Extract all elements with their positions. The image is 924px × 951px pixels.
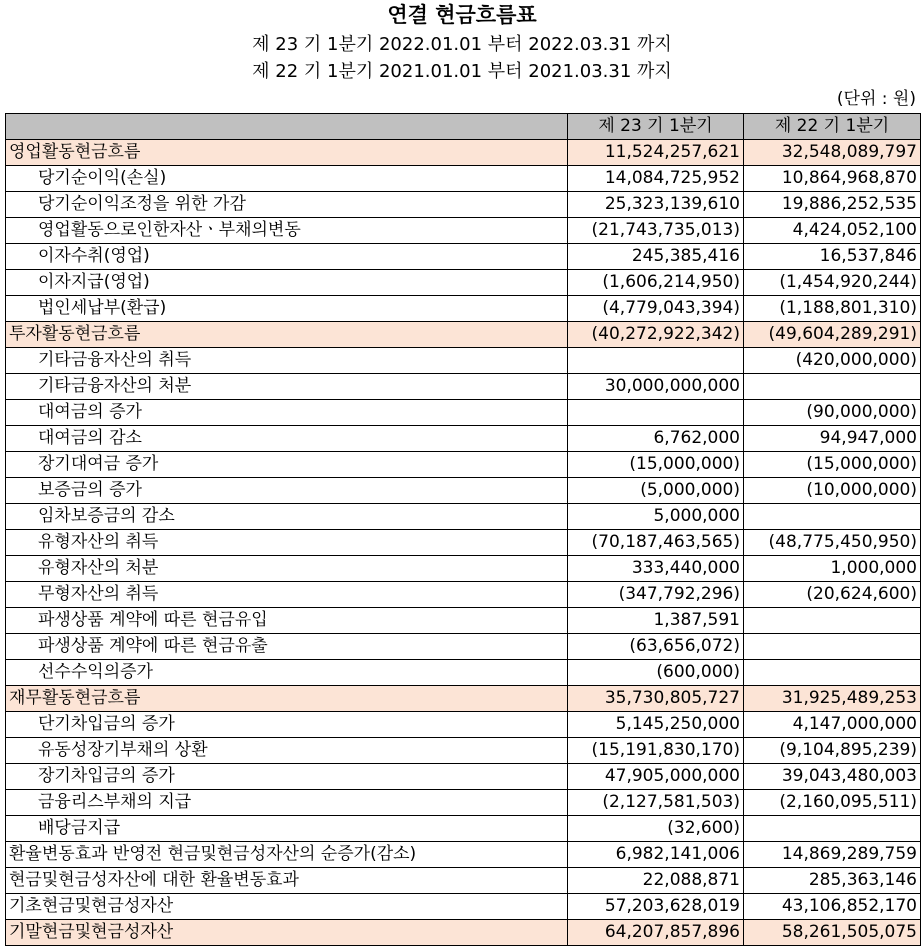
prior-period-value: 58,261,505,075 (744, 920, 921, 946)
table-row (6, 426, 921, 452)
current-period-value: (32,600) (568, 816, 744, 842)
row-label: 투자활동현금흐름 (6, 322, 568, 348)
table-row (6, 296, 921, 322)
row-label: 유동성장기부채의 상환 (6, 738, 568, 764)
unit-label: (단위 : 원) (836, 89, 916, 109)
current-period-value: 35,730,805,727 (568, 686, 744, 712)
current-period-value: (347,792,296) (568, 582, 744, 608)
current-period-value: 5,145,250,000 (568, 712, 744, 738)
current-period-value: 47,905,000,000 (568, 764, 744, 790)
prior-period-value: (48,775,450,950) (744, 530, 921, 556)
current-period-value: 25,323,139,610 (568, 192, 744, 218)
statement-title: 연결 현금흐름표 (387, 3, 537, 27)
table-row (6, 894, 921, 920)
row-label: 보증금의 증가 (6, 478, 568, 504)
current-period-value: (15,191,830,170) (568, 738, 744, 764)
prior-period-value: 32,548,089,797 (744, 140, 921, 166)
prior-period-value (744, 608, 921, 634)
table-row (6, 374, 921, 400)
section-total-row (6, 686, 921, 712)
row-label: 기말현금및현금성자산 (6, 920, 568, 946)
prior-period-value (744, 660, 921, 686)
row-label: 파생상품 계약에 따른 현금유출 (6, 634, 568, 660)
prior-period-value (744, 504, 921, 530)
row-label: 임차보증금의 감소 (6, 504, 568, 530)
prior-period-value: 31,925,489,253 (744, 686, 921, 712)
table-row (6, 816, 921, 842)
current-period-value: 30,000,000,000 (568, 374, 744, 400)
period-line-current: 제 23 기 1분기 2022.01.01 부터 2022.03.31 까지 (252, 34, 672, 55)
prior-period-value: 94,947,000 (744, 426, 921, 452)
table-row (6, 556, 921, 582)
header-label-cell (6, 114, 568, 140)
current-period-value: 245,385,416 (568, 244, 744, 270)
period-line-prior: 제 22 기 1분기 2021.01.01 부터 2021.03.31 까지 (252, 61, 672, 82)
prior-period-value: 16,537,846 (744, 244, 921, 270)
row-label: 금융리스부채의 지급 (6, 790, 568, 816)
current-period-value: 1,387,591 (568, 608, 744, 634)
prior-period-value: 1,000,000 (744, 556, 921, 582)
prior-period-value: (20,624,600) (744, 582, 921, 608)
prior-period-value (744, 374, 921, 400)
current-period-value: (15,000,000) (568, 452, 744, 478)
table-row (6, 348, 921, 374)
prior-period-value (744, 816, 921, 842)
current-period-value: 57,203,628,019 (568, 894, 744, 920)
prior-period-value: 19,886,252,535 (744, 192, 921, 218)
cash-flow-table (5, 113, 921, 946)
prior-period-value: 10,864,968,870 (744, 166, 921, 192)
section-total-row (6, 322, 921, 348)
prior-period-value: 14,869,289,759 (744, 842, 921, 868)
current-period-value: (70,187,463,565) (568, 530, 744, 556)
prior-period-value: (9,104,895,239) (744, 738, 921, 764)
current-period-value (568, 400, 744, 426)
table-row (6, 400, 921, 426)
current-period-value: 11,524,257,621 (568, 140, 744, 166)
prior-period-value: (1,454,920,244) (744, 270, 921, 296)
table-row (6, 790, 921, 816)
prior-period-value: 43,106,852,170 (744, 894, 921, 920)
current-period-value: 6,762,000 (568, 426, 744, 452)
prior-period-value: (90,000,000) (744, 400, 921, 426)
table-row (6, 764, 921, 790)
row-label: 장기차입금의 증가 (6, 764, 568, 790)
row-label: 단기차입금의 증가 (6, 712, 568, 738)
table-header-row (6, 114, 921, 140)
current-period-value: (4,779,043,394) (568, 296, 744, 322)
row-label: 이자지급(영업) (6, 270, 568, 296)
prior-period-value: 39,043,480,003 (744, 764, 921, 790)
current-period-value: (40,272,922,342) (568, 322, 744, 348)
table-row (6, 660, 921, 686)
prior-period-value: (49,604,289,291) (744, 322, 921, 348)
row-label: 당기순이익(손실) (6, 166, 568, 192)
table-row (6, 634, 921, 660)
table-row (6, 608, 921, 634)
table-row (6, 166, 921, 192)
table-row (6, 530, 921, 556)
table-row (6, 218, 921, 244)
table-row (6, 244, 921, 270)
row-label: 배당금지급 (6, 816, 568, 842)
current-period-value: 6,982,141,006 (568, 842, 744, 868)
current-period-value (568, 348, 744, 374)
section-total-row (6, 920, 921, 946)
prior-period-value: (1,188,801,310) (744, 296, 921, 322)
row-label: 기타금융자산의 취득 (6, 348, 568, 374)
row-label: 무형자산의 취득 (6, 582, 568, 608)
row-label: 당기순이익조정을 위한 가감 (6, 192, 568, 218)
table-row (6, 868, 921, 894)
current-period-value: 22,088,871 (568, 868, 744, 894)
row-label: 환율변동효과 반영전 현금및현금성자산의 순증가(감소) (6, 842, 568, 868)
table-row (6, 478, 921, 504)
table-row (6, 842, 921, 868)
table-row (6, 738, 921, 764)
section-total-row (6, 140, 921, 166)
table-row (6, 270, 921, 296)
current-period-value: (21,743,735,013) (568, 218, 744, 244)
prior-period-value: 4,147,000,000 (744, 712, 921, 738)
row-label: 유형자산의 처분 (6, 556, 568, 582)
table-row (6, 712, 921, 738)
table-row (6, 192, 921, 218)
header-prior-period: 제 22 기 1분기 (744, 114, 921, 140)
current-period-value: 14,084,725,952 (568, 166, 744, 192)
current-period-value: (63,656,072) (568, 634, 744, 660)
current-period-value: (2,127,581,503) (568, 790, 744, 816)
row-label: 현금및현금성자산에 대한 환율변동효과 (6, 868, 568, 894)
header-current-period: 제 23 기 1분기 (568, 114, 744, 140)
row-label: 유형자산의 취득 (6, 530, 568, 556)
row-label: 대여금의 증가 (6, 400, 568, 426)
row-label: 재무활동현금흐름 (6, 686, 568, 712)
row-label: 대여금의 감소 (6, 426, 568, 452)
current-period-value: 5,000,000 (568, 504, 744, 530)
prior-period-value: (2,160,095,511) (744, 790, 921, 816)
prior-period-value: 285,363,146 (744, 868, 921, 894)
row-label: 선수수익의증가 (6, 660, 568, 686)
row-label: 이자수취(영업) (6, 244, 568, 270)
table-row (6, 504, 921, 530)
prior-period-value: (15,000,000) (744, 452, 921, 478)
current-period-value: (1,606,214,950) (568, 270, 744, 296)
row-label: 법인세납부(환급) (6, 296, 568, 322)
prior-period-value (744, 634, 921, 660)
row-label: 장기대여금 증가 (6, 452, 568, 478)
row-label: 파생상품 계약에 따른 현금유입 (6, 608, 568, 634)
current-period-value: 333,440,000 (568, 556, 744, 582)
current-period-value: (600,000) (568, 660, 744, 686)
row-label: 영업활동현금흐름 (6, 140, 568, 166)
row-label: 기초현금및현금성자산 (6, 894, 568, 920)
prior-period-value: (10,000,000) (744, 478, 921, 504)
current-period-value: (5,000,000) (568, 478, 744, 504)
prior-period-value: 4,424,052,100 (744, 218, 921, 244)
row-label: 영업활동으로인한자산ㆍ부채의변동 (6, 218, 568, 244)
table-row (6, 452, 921, 478)
current-period-value: 64,207,857,896 (568, 920, 744, 946)
prior-period-value: (420,000,000) (744, 348, 921, 374)
row-label: 기타금융자산의 처분 (6, 374, 568, 400)
table-row (6, 582, 921, 608)
